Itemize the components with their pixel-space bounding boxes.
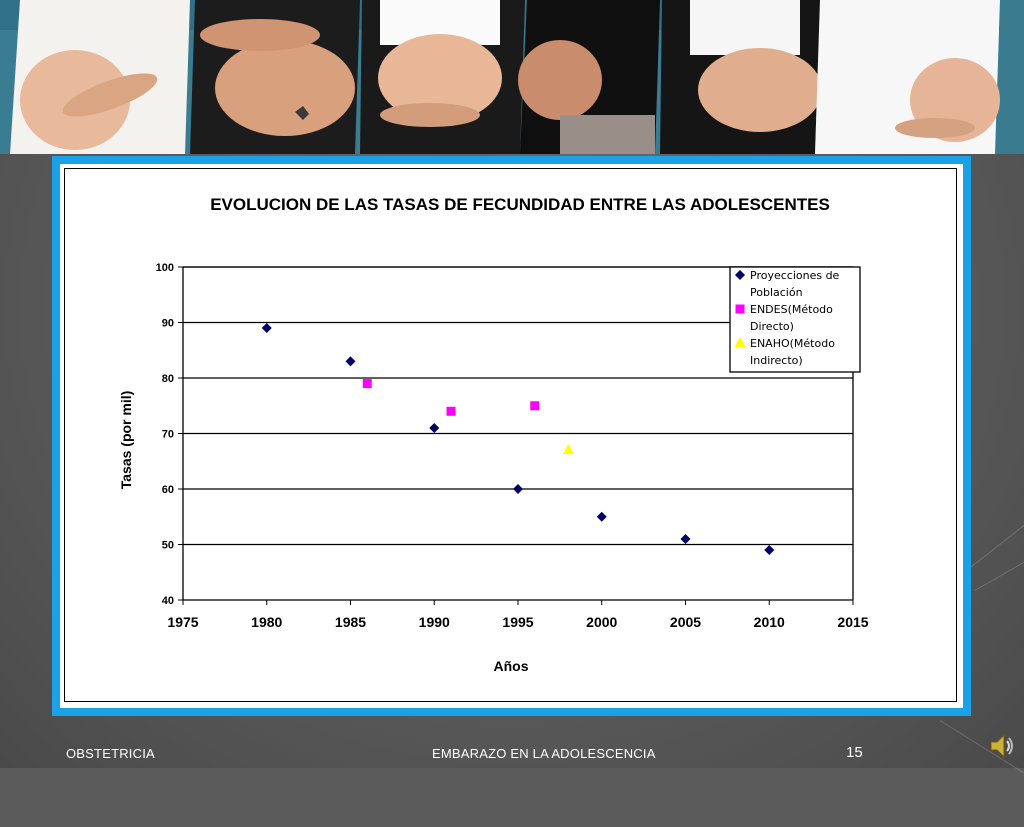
data-point (513, 484, 523, 494)
scatter-chart (60, 164, 963, 708)
y-tick-labels (156, 262, 174, 607)
data-point (429, 423, 439, 433)
legend-label: Proyecciones de (750, 269, 840, 282)
legend (730, 267, 860, 372)
x-tick-label: 2000 (586, 614, 618, 630)
x-tick-label: 1975 (167, 614, 199, 630)
x-axis-label: Años (493, 658, 529, 674)
y-tick-label: 50 (161, 539, 174, 552)
legend-label: Población (750, 286, 803, 299)
x-tick-label: 2005 (669, 614, 702, 630)
x-tick-label: 1990 (418, 614, 450, 630)
x-tick-label: 1985 (334, 614, 367, 630)
x-tick-label: 1980 (251, 614, 283, 630)
photo-banner (0, 0, 1024, 154)
legend-label: ENAHO(Método (750, 337, 835, 350)
legend-label: Indirecto) (750, 354, 803, 367)
pregnant-women-photo (0, 0, 1024, 154)
y-tick-label: 80 (161, 373, 174, 385)
data-point (563, 444, 574, 454)
data-points (262, 323, 775, 555)
y-tick-label: 100 (155, 262, 174, 274)
x-tick-label: 2010 (753, 614, 785, 630)
speaker-icon-graphic (988, 731, 1016, 761)
legend-label: ENDES(Método (750, 303, 833, 316)
x-tick-labels (167, 614, 868, 630)
data-point (447, 407, 456, 416)
data-point (764, 545, 774, 555)
data-point (597, 512, 607, 522)
data-point (681, 534, 691, 544)
x-tick-label: 1995 (502, 614, 534, 630)
chart-frame (52, 156, 971, 716)
chart-area (60, 164, 963, 708)
speaker-icon[interactable] (988, 731, 1016, 761)
data-point (363, 379, 372, 388)
legend-label: Directo) (750, 320, 794, 333)
y-tick-label: 70 (161, 428, 174, 441)
y-tick-label: 60 (161, 484, 174, 496)
data-point (262, 323, 272, 333)
data-point (530, 401, 539, 410)
y-tick-label: 40 (161, 595, 174, 607)
data-point (346, 356, 356, 366)
legend-marker (736, 305, 745, 314)
y-axis-label: Tasas (por mil) (118, 390, 134, 490)
y-tick-label: 90 (161, 317, 174, 330)
chart-title: EVOLUCION DE LAS TASAS DE FECUNDIDAD ENTRE LAS ADOLESCENTES (210, 195, 830, 214)
footer-title: EMBARAZO EN LA ADOLESCENCIA (432, 746, 656, 761)
x-tick-label: 2015 (837, 614, 869, 630)
footer-course: OBSTETRICIA (66, 746, 155, 761)
page-number: 15 (846, 744, 863, 761)
